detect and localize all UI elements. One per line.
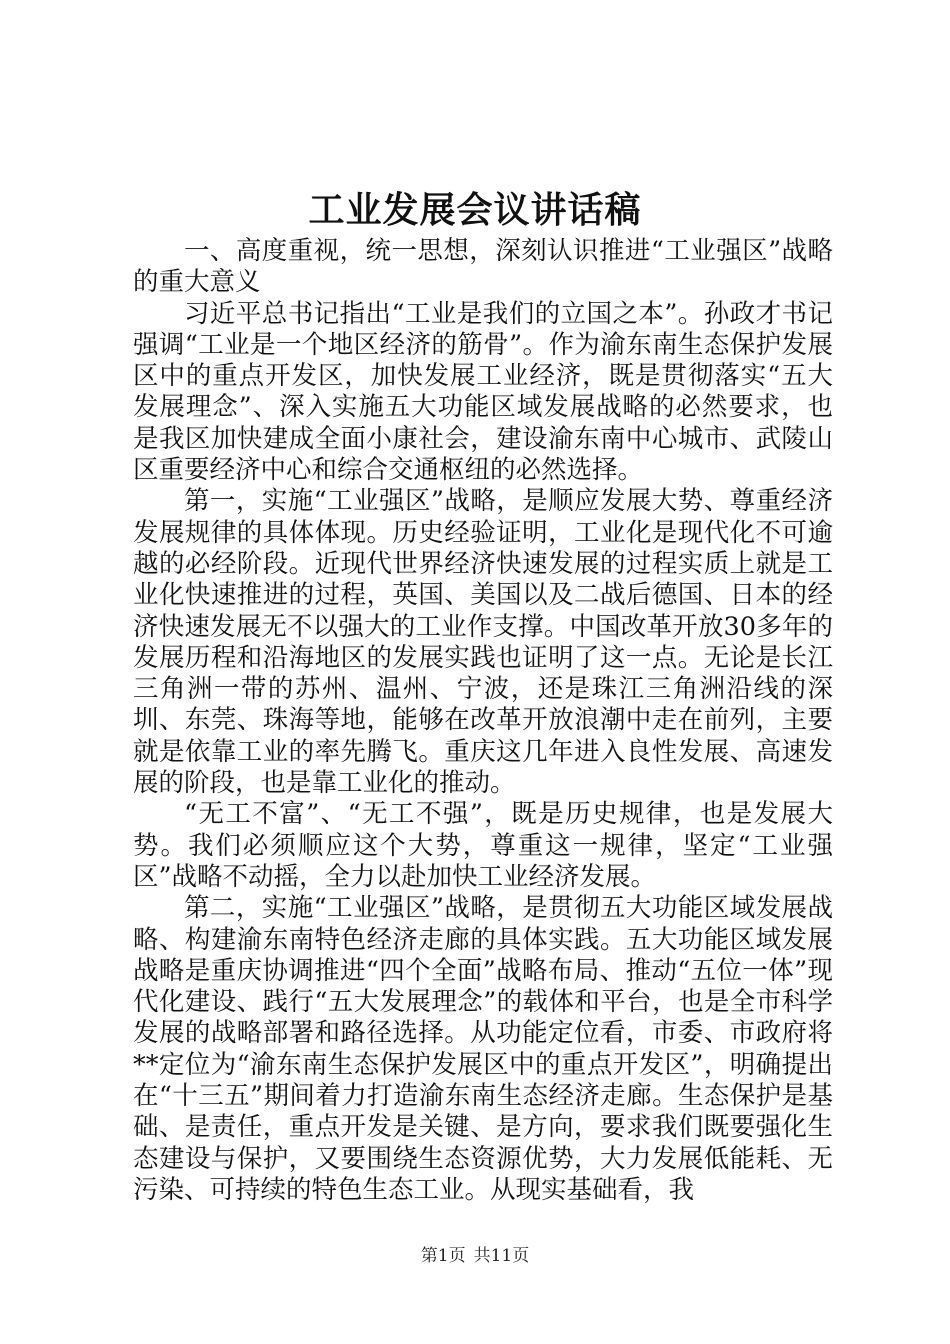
paragraph: 习近平总书记指出“工业是我们的立国之本”。孙政才书记强调“工业是一个地区经济的筋骨”。作为渝东南生态保护发展区中的重点开发区，加快发展工业经济，既是贯彻落实“五大发展理念”、深入实施五大功能区域发展战略的必然要求，也是我区加快建成全面小康社会，建设渝东南中心城市、武陵山区重要经济中心和综合交通枢纽的必然选择。	[133, 298, 833, 486]
section-heading: 一、高度重视，统一思想，深刻认识推进“工业强区”战略的重大意义	[133, 236, 833, 298]
page-total: 共11页	[473, 1246, 530, 1266]
paragraph: “无工不富”、“无工不强”，既是历史规律，也是发展大势。我们必须顺应这个大势，尊重这一规律，坚定“工业强区”战略不动摇，全力以赴加快工业经济发展。	[133, 799, 833, 892]
paragraph: 第二，实施“工业强区”战略，是贯彻五大功能区域发展战略、构建渝东南特色经济走廊的具体实践。五大功能区域发展战略是重庆协调推进“四个全面”战略布局、推动“五位一体”现代化建设、践行“五大发展理念”的载体和平台，也是全市科学发展的战略部署和路径选择。从功能定位看，市委、市政府将**定位为“渝东南生态保护发展区中的重点开发区”，明确提出在“十三五”期间着力打造渝东南生态经济走廊。生态保护是基础、是责任，重点开发是关键、是方向，要求我们既要强化生态建设与保护，又要围绕生态资源优势，大力发展低能耗、无污染、可持续的特色生态工业。从现实基础看，我	[133, 893, 833, 1205]
paragraph: 第一，实施“工业强区”战略，是顺应发展大势、尊重经济发展规律的具体体现。历史经验证明，工业化是现代化不可逾越的必经阶段。近现代世界经济快速发展的过程实质上就是工业化快速推进的过程，英国、美国以及二战后德国、日本的经济快速发展无不以强大的工业作支撑。中国改革开放30多年的发展历程和沿海地区的发展实践也证明了这一点。无论是长江三角洲一带的苏州、温州、宁波，还是珠江三角洲沿线的深圳、东莞、珠海等地，能够在改革开放浪潮中走在前列，主要就是依靠工业的率先腾飞。重庆这几年进入良性发展、高速发展的阶段，也是靠工业化的推动。	[133, 486, 833, 799]
document-body	[133, 236, 833, 1206]
page-footer	[0, 1245, 950, 1267]
document-title: 工业发展会议讲话稿	[308, 189, 642, 231]
page-number: 第1页	[420, 1246, 466, 1266]
